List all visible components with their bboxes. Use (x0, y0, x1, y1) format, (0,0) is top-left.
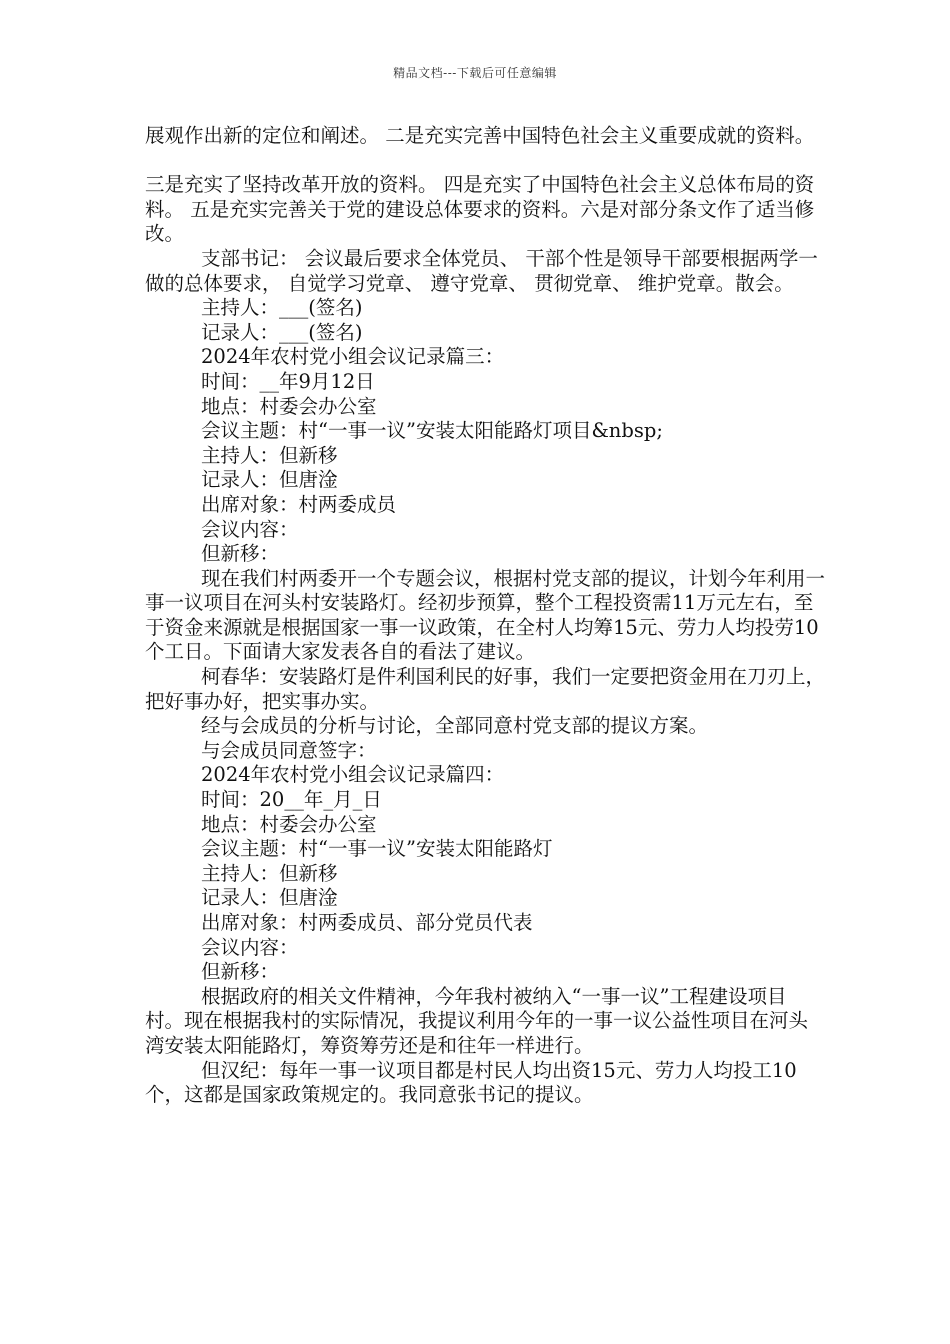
paragraph: 记录人：但唐淦 (201, 468, 338, 492)
paragraph: 主持人：___(签名) (201, 296, 363, 320)
paragraph: 记录人：但唐淦 (201, 886, 338, 910)
paragraph: 但新移： (201, 542, 280, 566)
paragraph: 地点：村委会办公室 (201, 812, 377, 836)
paragraph: 但新移： (201, 960, 280, 984)
paragraph: 但汉纪：每年一事一议项目都是村民人均出资15元、劳力人均投工10个，这都是国家政策规定的。我同意张书记的提议。 (145, 1058, 797, 1107)
paragraph: 主持人：但新移 (201, 861, 338, 885)
paragraph: 出席对象：村两委成员 (201, 492, 397, 516)
section-title: 2024年农村党小组会议记录篇三： (201, 345, 505, 369)
document-body (145, 124, 825, 1108)
paragraph: 会议内容： (201, 935, 299, 959)
paragraph: 会议主题：村“一事一议”安装太阳能路灯项目&nbsp; (201, 419, 663, 443)
paragraph: 出席对象：村两委成员、部分党员代表 (201, 911, 533, 934)
paragraph: 三是充实了坚持改革开放的资料。 四是充实了中国特色社会主义总体布局的资料。 五是充实完善关于党的建设总体要求的资料。六是对部分条文作了适当修改。 (145, 173, 815, 246)
paragraph: 记录人：___(签名) (201, 320, 363, 344)
paragraph: 根据政府的相关文件精神，今年我村被纳入“一事一议”工程建设项目村。现在根据我村的实际情况，我提议利用今年的一事一议公益性项目在河头湾安装太阳能路灯，筹资筹劳还是和往年一样进行。 (145, 984, 809, 1057)
paragraph: 与会成员同意签字： (201, 738, 377, 762)
paragraph: 柯春华：安装路灯是件利国利民的好事，我们一定要把资金用在刀刃上，把好事办好，把实事办实。 (145, 665, 826, 713)
paragraph: 现在我们村两委开一个专题会议，根据村党支部的提议，计划今年利用一事一议项目在河头村安装路灯。经初步预算，整个工程投资需11万元左右，至于资金来源就是根据国家一事一议政策，在全村人均筹15元、劳力人均投劳10个工日。下面请大家发表各自的看法了建议。 (145, 566, 826, 664)
paragraph: 时间：20__年_月_日 (201, 788, 382, 812)
paragraph: 会议主题：村“一事一议”安装太阳能路灯 (201, 837, 553, 861)
paragraph: 支部书记： 会议最后要求全体党员、 干部个性是领导干部要根据两学一做的总体要求， 自觉学习党章、 遵守党章、 贯彻党章、 维护党章。散会。 (145, 246, 818, 295)
paragraph: 会议内容： (201, 517, 299, 541)
section-title: 2024年农村党小组会议记录篇四： (201, 763, 505, 787)
paragraph: 主持人：但新移 (201, 443, 338, 467)
page-header: 精品文档---下载后可任意编辑 (393, 66, 557, 80)
paragraph: 地点：村委会办公室 (201, 394, 377, 418)
paragraph: 经与会成员的分析与讨论，全部同意村党支部的提议方案。 (201, 714, 709, 738)
paragraph: 展观作出新的定位和阐述。 二是充实完善中国特色社会主义重要成就的资料。 (145, 124, 815, 147)
paragraph: 时间：__年9月12日 (201, 369, 375, 393)
